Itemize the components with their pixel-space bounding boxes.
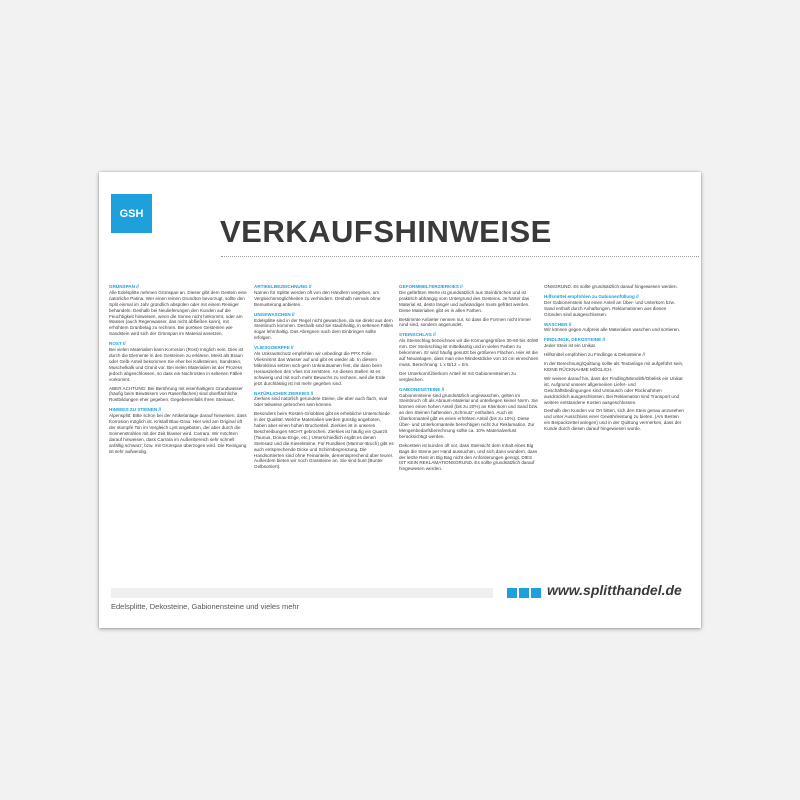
paragraph: Als Unkrautschutz empfehlen wir unbedingt die PPX Folie. Vliesnimmt das Wasser auf und gibt es wieder ab. In diesem Mikroklima setzen sich gern Unkrautsamen fest, die dann beim Herausziehen den Vlies mit zerstören. An diesen Stellen ist es schwierig und mit noch mehr Bewuchs zu rechnen, weil die Erde jetzt durchlässig ist mit mehr gegeben sind. <box>254 351 386 386</box>
section-heading: VLIESGOERPFE // <box>254 345 294 351</box>
section-heading: ROST // <box>109 341 126 347</box>
paragraph: Gabionensteine sind grundsätzlich ungewaschen, gelten im Steinbruch oft als Abraum-Material und unterliegen keiner Norm. Sie können einen hohen Anteil (bis zu 20%) an Kleinkorn und Sand bzw. an den Steinen haftenden „Schmutz“ enthalten. Auch ist Überkornanteil gibt es einen erhöhten Anteil (bis zu 10%). Diese Über- und Unterkornanteile berechtigen nicht zur Reklamation. Zur Mengenbedarfsberechnung sollte ca. 10% Materialverlust berücksichtigt werden. <box>399 392 539 439</box>
info-sheet <box>99 172 701 628</box>
paragraph: Alle Edelsplitte nehmen Grünspan an. Dieser gibt dem Gestein eine natürliche Patina. Wer einen reinen Grundton bevorzugt, sollte den Split einmal im Jahr gründlich abspülen oder mit einem Reiniger behandeln. Deshalb bei Neulieferungen den Kunden auf die Feuchtigkeit hinweisen, wenn die Sonne nicht hinkommt, oder am Wasser (auch Regenwasser, das nicht abfließen kann), mit erhöhtem Grünbelag zu rechnen. Bei porösen Gesteinen wie Sandstein wird sich der Grünspan im Material ansetzen. <box>109 289 247 337</box>
website-link[interactable]: www.splitthandel.de <box>547 582 682 598</box>
section-heading: UNGEWASCHEN // <box>254 311 295 317</box>
footer-bar <box>111 588 493 598</box>
paragraph: ABER ACHTUNG: Bei Berührung mit eisenhaltigem Grundwasser (häufig beim Bewässern von Rasenflächen) sind oberflächliche Rostbildungen eher gegeben. Gegebenenfalls Ihren Steinaus. <box>109 385 243 403</box>
paragraph: Als Steinschlag bezeichnen wir die Körnungsgrößen 30-60 bis 40/80 mm. Der Steinschlag ist mittelkantig und in vielen Farben zu bekommen. Er wird häufig genutzt bei größeren Flächen. Hier ist die auf Neuanlagen, dass man eine Mindestdicke von 10 cm einrechnen muss. Berechnung: L x B/12 = t/m. <box>399 338 539 367</box>
section-heading: GEFORMMELTERZIERKIES // <box>399 284 463 289</box>
paragraph: Wir weisen darauf hin, dass der Findling/Monolith/Obelisk ein Unikat ist. Aufgrund unserer allgemeinen Liefer- und Geschäftsbedingungen sind Umtausch oder Rücknahmen ausdrücklich ausgeschlossen. Bei Reklamation sind Transport und weitere entstandene Kosten ausgeschlossen. <box>544 375 683 405</box>
paragraph: Hilfsmittel empfohlen zu Findlinge & Dekosteine // <box>544 352 646 358</box>
section-heading: Hilfsmittel empfohlen zu Gabionenfüllung // <box>544 293 639 299</box>
paragraph: Jeder Stein ist ein Unikat. <box>544 343 597 349</box>
section-heading: WASCHEN // <box>544 321 572 327</box>
paragraph: Besonders beim Rosten-Griobbles gibt es erhebliche Unterschiede in der Qualität. Welche Materialien werden günstig angeboten, haben aber einen hohen Bruchenteil. Zierkies ist in unseren Beschreibungen NICHT gebrochen. Zierkies ist häufig ein Quarzit (Taunus, Donau-Enge, etc.) Unterschiedlich ergibt es denen Steinsatz und die Kieselsteine. Für Rundkies (Marmor-Bruch) gibt es auch entsprechende Dicke und Schirmbegrenzung. Die Handsortierten sind ohne Feinanteile, dementsprechend aber teurer. Außerdem bieten wir noch Grassteine an. Sie sind bunt (Bunter Gelbsortiert). <box>254 411 394 470</box>
section-heading: GABIONENSTEINE // <box>399 386 445 392</box>
paragraph: Deshalb den Kunden vor Ort bitten, sich den Stein genau anzusehen und unter Ausschluss einer Gewährleistung zu bieten. (Am Besten ein Beipackzettel anlegen) und in der Quittung vermerken, dass der Kunde durch diesen darauf hingewiesen wurde. <box>544 408 684 432</box>
section-heading: HINWEIS ZU STEINEN // <box>109 407 162 413</box>
paragraph: Der Unterkorn/Überkorn Anteil ist mit Gabionensteinen zu vergleichen. <box>399 370 516 382</box>
paragraph: Bei vielen Materialien kann Korrosion (Rost) möglich sein. Dies ist durch die Elemente in den Gesteinen zu erklären. Meist als Braun oder Gelb-Anteil bekommen Sie eher bei Kalksteinen, Sandstein, Muschelkalk und Granit vor. Bei vielen Materialien ist der Prozess jedoch abgeschlossen, so dass ein Nachrosten in seltenen Fällen vorkommt. <box>109 347 244 382</box>
section-heading: FINDLINGE, DEKOSTEINE // <box>544 337 605 343</box>
page-title: VERKAUFSHINWEISE <box>220 214 552 249</box>
paragraph: Bestimmte Anbieter nennen nur, so dass die Formen nicht immer rund sind, sondern angerundet. <box>399 316 532 328</box>
paragraph: Alpensplitt: Bitte schon bei der Artikelanlage darauf hinweisen, dass Korrosion möglich ist. Kristall Blau-Grau: Hier wird am Original oft der stumpfe Ton im Vergleich Lyst angeboten, der aber durch die Sonnenstrahlen mit der Zeit blasser wird. Carrara: Wir möchten darauf hinweisen, dass Carrara im Außenbereich sehr schnell anfällig schwarz; bzw. mit Grünspan überzogen wird. Die Reinigung ist sehr aufwendig. <box>109 413 247 454</box>
paragraph: Edelsplitte sind in der Regel nicht gewaschen, da sie direkt aus dem Steinbruch kommen. Deshalb sind sie staubhaltig, in seltenen Fällen sogar lehmhaltig. Das Abregnen nach dem Einbringen sollte erfolgen. <box>254 317 394 341</box>
brand-badge: GSH <box>111 194 152 233</box>
title-divider <box>221 256 699 257</box>
footer-subtitle: Edelsplitte, Dekosteine, Gabionensteine und vieles mehr <box>111 602 300 611</box>
text-column-2 <box>254 284 394 473</box>
paragraph: In der Berechnung/Quittung sollte als Textanlage mit aufgeführt sein, KEINE RÜCKNAHME MÖGLICH. <box>544 361 684 372</box>
paragraph: Wir können gegen Aufpreis alle Materialien waschen und sortieren. <box>544 327 681 333</box>
text-column-3 <box>399 284 539 475</box>
section-heading: GRÜNSPAN // <box>109 284 139 289</box>
section-heading: STEINSCHLAG // <box>399 332 436 338</box>
paragraph: Dekorstein ist kunden oft vor, dass Steinsicht dem Inhalt eines Big Bags die Steine per Hand aussuchen, und sich dann wundern, dass der letzte Rest im Big Bag nicht den Anforderungen genügt. DIES IST KEIN REKLAMATIONSGRUND. Es sollte grundsätzlich darauf hingewiesen werden. <box>399 442 538 472</box>
text-column-4 <box>544 284 684 435</box>
text-column-1 <box>109 284 249 457</box>
section-heading: NATÜRLICHER ZIERKIES // <box>254 390 314 396</box>
paragraph: Zierkies sind natürlich gerundete Steine, die aber auch flach, oval oder teilweise gebrochen sein können. <box>254 396 388 408</box>
section-heading: ARTIKELBEZEICHNUNG // <box>254 284 312 289</box>
paragraph: Der Gabionenstein hat einen Anteil an Über- und Unterkorn bzw. Sand enthalt durch Anhaftungen. Reklamationen aus diesen Gründen sind ausgeschlossen. <box>544 299 675 317</box>
paragraph: Namen für Splitte werden oft von den Händlern vergeben, um Vergleichsmöglichkeiten zu verhindern. Deshalb niemals ohne Bemusterung anbieten. <box>254 289 381 307</box>
paragraph: Die gefärbten Werte ist grundsätzlich aus Steinbrüchen und ist praktisch abhängig vom Untergrund des Gesteins. Je härter das Material ist, desto länger und aufwändiger muss gefräst werden. Diese Materialien gibt es in allen Farben. <box>399 289 530 313</box>
paragraph: ONSGRUND. Es sollte grundsätzlich darauf hingewiesen werden. <box>544 284 678 289</box>
brand-squares-icon <box>507 588 541 598</box>
